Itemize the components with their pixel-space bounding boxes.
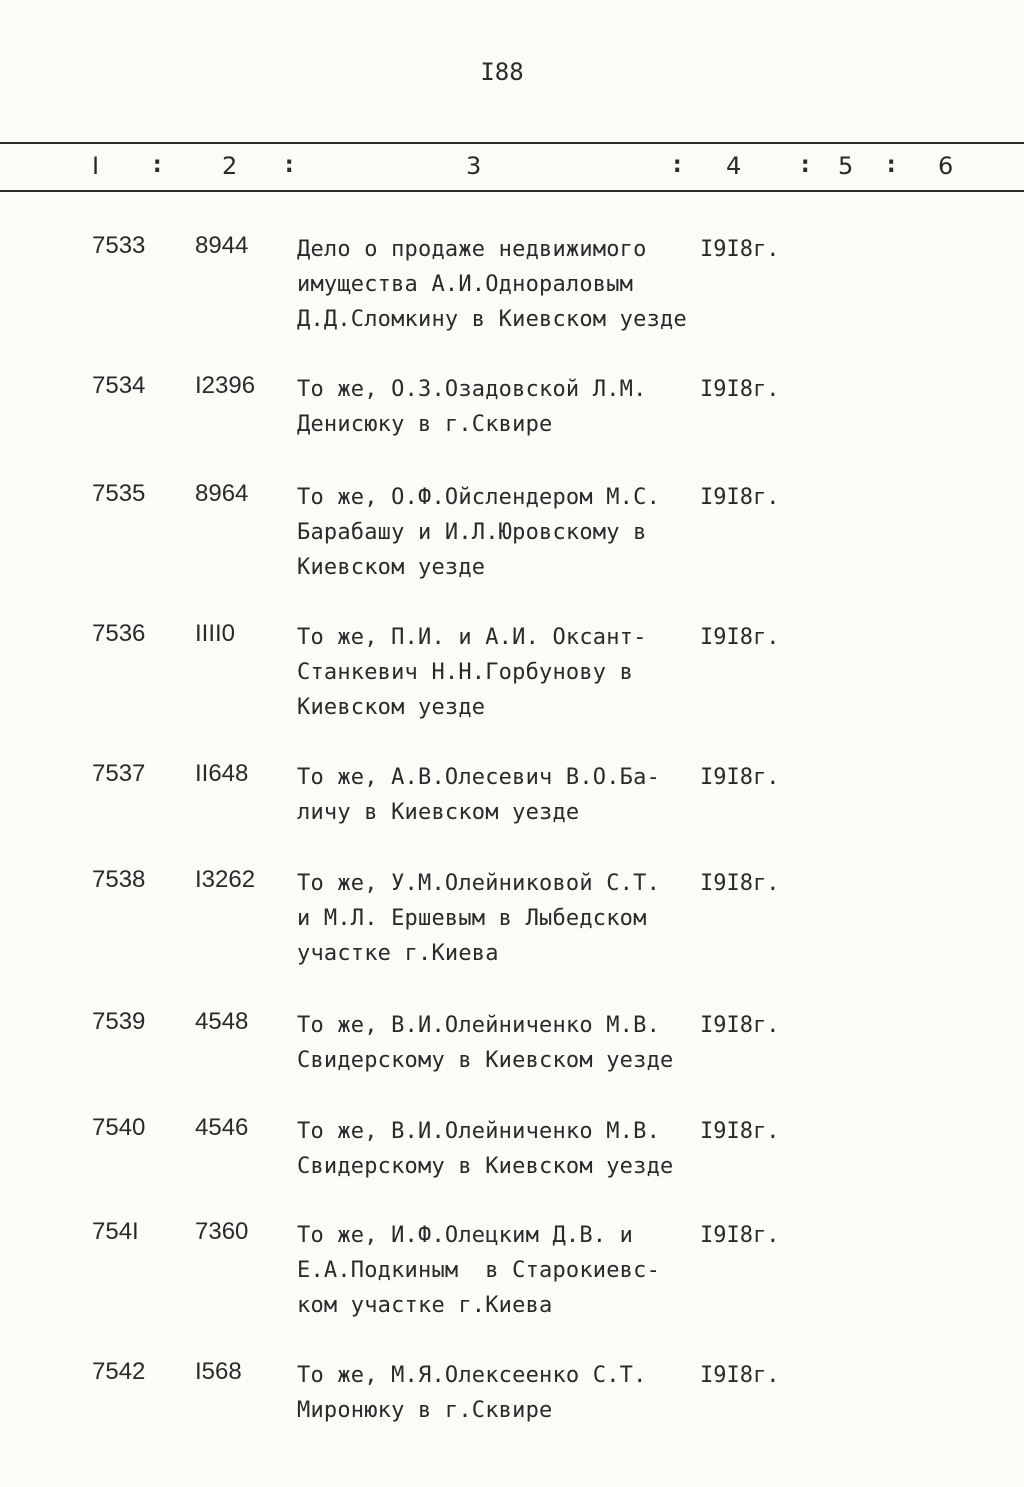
header-separator: : xyxy=(282,150,297,178)
description-line: То же, О.Ф.Ойслендером М.С. xyxy=(297,485,661,510)
description-line: Барабашу и И.Л.Юровскому в xyxy=(297,520,647,545)
record-number: 7536 xyxy=(92,620,146,647)
description-line: Е.А.Подкиным в Старокиевс- xyxy=(297,1258,661,1283)
record-reference: 4546 xyxy=(195,1114,249,1141)
record-number: 754I xyxy=(92,1218,139,1245)
header-col-6: 6 xyxy=(938,152,954,180)
description-line: участке г.Киева xyxy=(297,941,499,966)
description-line: То же, В.И.Олейниченко М.В. xyxy=(297,1013,661,1038)
record-description xyxy=(297,1218,707,1323)
record-number: 7539 xyxy=(92,1008,146,1035)
description-line: Д.Д.Сломкину в Киевском уезде xyxy=(297,307,687,332)
header-col-4: 4 xyxy=(726,152,742,180)
header-top-rule xyxy=(0,142,1024,144)
record-description xyxy=(297,866,707,971)
description-line: То же, В.И.Олейниченко М.В. xyxy=(297,1119,661,1144)
record-description xyxy=(297,1358,707,1428)
record-description xyxy=(297,620,707,725)
record-number: 7534 xyxy=(92,372,146,399)
record-reference: 8964 xyxy=(195,480,249,507)
description-line: Денисюку в г.Сквире xyxy=(297,412,553,437)
description-line: То же, О.З.Озадовской Л.М. xyxy=(297,377,647,402)
record-description xyxy=(297,760,707,830)
description-line: ком участке г.Киева xyxy=(297,1293,553,1318)
record-description xyxy=(297,1114,707,1184)
page-number: I88 xyxy=(480,58,524,86)
header-separator: : xyxy=(670,150,685,178)
record-year: I9I8г. xyxy=(700,1119,780,1144)
header-col-3: 3 xyxy=(466,152,482,180)
description-line: Свидерскому в Киевском уезде xyxy=(297,1154,674,1179)
description-line: Свидерскому в Киевском уезде xyxy=(297,1048,674,1073)
header-separator: : xyxy=(150,150,165,178)
record-year: I9I8г. xyxy=(700,871,780,896)
header-col-1: I xyxy=(92,152,100,180)
record-reference: I3262 xyxy=(195,866,256,893)
record-year: I9I8г. xyxy=(700,377,780,402)
header-col-5: 5 xyxy=(838,152,854,180)
record-description xyxy=(297,1008,707,1078)
record-number: 7542 xyxy=(92,1358,146,1385)
record-year: I9I8г. xyxy=(700,1223,780,1248)
description-line: То же, И.Ф.Олецким Д.В. и xyxy=(297,1223,634,1248)
record-year: I9I8г. xyxy=(700,237,780,262)
header-separator: : xyxy=(798,150,813,178)
description-line: Дело о продаже недвижимого xyxy=(297,237,647,262)
record-description xyxy=(297,372,707,442)
record-year: I9I8г. xyxy=(700,625,780,650)
record-number: 7535 xyxy=(92,480,146,507)
header-separator: : xyxy=(884,150,899,178)
description-line: То же, М.Я.Олексеенко С.Т. xyxy=(297,1363,647,1388)
description-line: Станкевич Н.Н.Горбунову в xyxy=(297,660,634,685)
record-reference: IIII0 xyxy=(195,620,236,647)
record-reference: I568 xyxy=(195,1358,242,1385)
description-line: Киевском уезде xyxy=(297,555,486,580)
record-number: 7533 xyxy=(92,232,146,259)
record-year: I9I8г. xyxy=(700,1013,780,1038)
record-year: I9I8г. xyxy=(700,485,780,510)
record-year: I9I8г. xyxy=(700,1363,780,1388)
record-number: 7537 xyxy=(92,760,146,787)
record-reference: 4548 xyxy=(195,1008,249,1035)
record-number: 7540 xyxy=(92,1114,146,1141)
description-line: Миронюку в г.Сквире xyxy=(297,1398,553,1423)
record-reference: I2396 xyxy=(195,372,256,399)
description-line: и М.Л. Ершевым в Лыбедском xyxy=(297,906,647,931)
header-col-2: 2 xyxy=(222,152,238,180)
description-line: личу в Киевском уезде xyxy=(297,800,580,825)
description-line: То же, П.И. и А.И. Оксант- xyxy=(297,625,647,650)
description-line: имущества А.И.Однораловым xyxy=(297,272,634,297)
record-reference: 8944 xyxy=(195,232,249,259)
description-line: То же, У.М.Олейниковой С.Т. xyxy=(297,871,661,896)
record-reference: 7360 xyxy=(195,1218,249,1245)
description-line: То же, А.В.Олесевич В.О.Ба- xyxy=(297,765,661,790)
record-number: 7538 xyxy=(92,866,146,893)
record-year: I9I8г. xyxy=(700,765,780,790)
description-line: Киевском уезде xyxy=(297,695,486,720)
record-reference: II648 xyxy=(195,760,249,787)
record-description xyxy=(297,232,707,337)
header-bottom-rule xyxy=(0,190,1024,192)
record-description xyxy=(297,480,707,585)
